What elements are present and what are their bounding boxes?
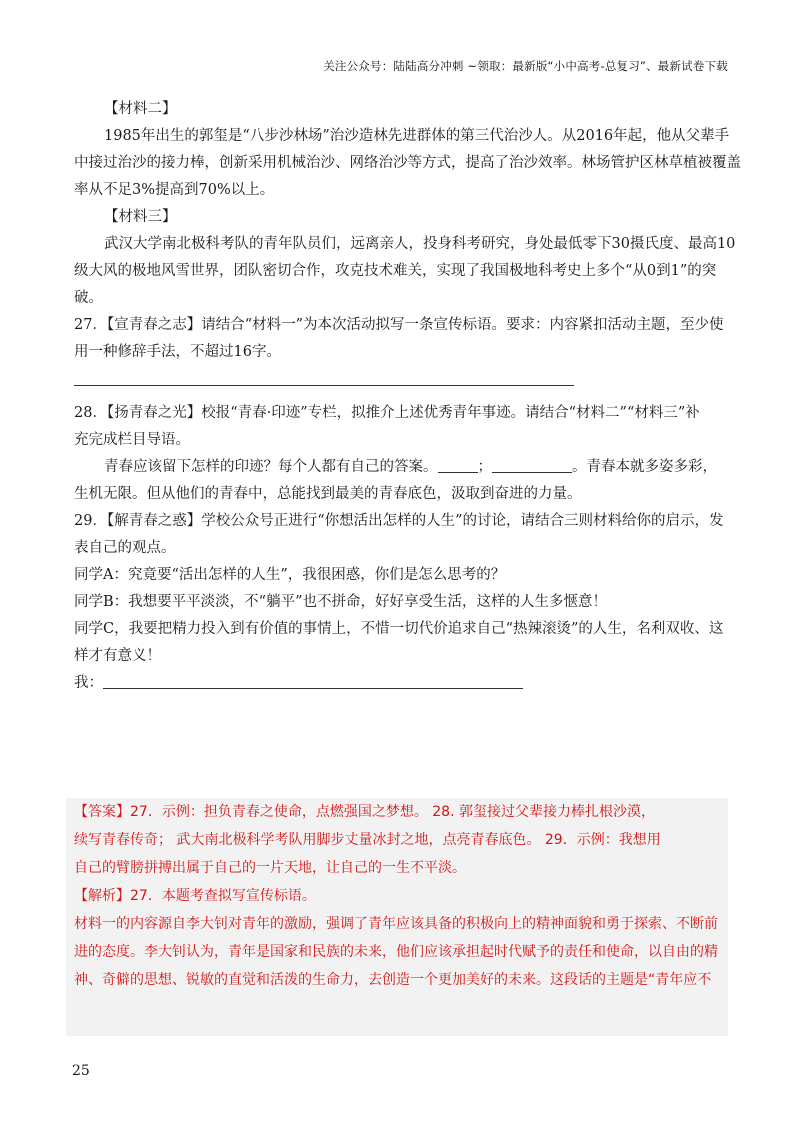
q28-guide-line2: 生机无限。但从他们的青春中，总能找到最美的青春底色，汲取到奋进的力量。 — [74, 486, 582, 502]
q28-guide-sep: ； — [477, 459, 492, 475]
material3-line: 破。 — [74, 290, 103, 306]
material2-line: 中接过治沙的接力棒，创新采用机械治沙、网络治沙等方式，提高了治沙效率。林场管护区林草植被覆盖 — [74, 155, 741, 171]
q29-prompt: 表自己的观点。 — [74, 540, 176, 556]
q28-guide-line — [74, 454, 726, 481]
material3-line: 武汉大学南北极科考队的青年队员们，远离亲人，投身科考研究，身处最低零下30摄氏度、最高10 — [104, 236, 736, 252]
material3-line: 级大风的极地风雪世界，团队密切合作，攻克技术难关，实现了我国极地科考史上多个“从0到1”的突 — [74, 263, 717, 279]
material2-line: 率从不足3%提高到70%以上。 — [74, 182, 275, 198]
q27-prompt: 用一种修辞手法，不超过16字。 — [74, 344, 281, 360]
analysis-line: 神、奇僻的思想、锐敏的直觉和活泼的生命力，去创造一个更加美好的未来。这段话的主题是“青年应不 — [74, 972, 712, 988]
q28-guide-before: 青春应该留下怎样的印迹？每个人都有自己的答案。 — [104, 459, 438, 475]
analysis-line: 【解析】27．本题考查拟写宣传标语。 — [74, 888, 316, 904]
document-body — [74, 96, 741, 697]
q28-blank-1[interactable] — [438, 458, 478, 473]
q28-blank-2[interactable] — [492, 458, 572, 473]
q29-student-c: 同学C，我要把精力投入到有价值的事情上，不惜一切代价追求自己“热辣滚烫”的人生，名利双收、这 — [74, 621, 724, 637]
q29-student-c: 样才有意义！ — [74, 648, 161, 664]
q29-student-a: 同学A：究竟要“活出怎样的人生”，我很困惑，你们是怎么思考的？ — [74, 567, 506, 583]
page-header: 关注公众号：陆陆高分冲刺 ~领取：最新版“小中高考-总复习”、最新试卷下载 — [323, 59, 728, 73]
q28-guide-after: 。青春本就多姿多彩， — [572, 459, 717, 475]
q29-me-label: 我： — [74, 675, 103, 691]
answer-line: 【答案】27．示例：担负青春之使命，点燃强国之梦想。 28. 郭玺接过父辈接力棒扎根沙漠， — [74, 804, 655, 820]
q29-answer-blank[interactable] — [103, 674, 523, 689]
q29-student-b: 同学B：我想要平平淡淡，不“躺平”也不拼命，好好享受生活，这样的人生多惬意！ — [74, 594, 607, 610]
q29-me-line — [74, 670, 726, 697]
q28-prompt: 28．【扬青春之光】校报“青春·印迹”专栏，拟推介上述优秀青年事迹。请结合“材料二”“材料三”补 — [74, 405, 700, 421]
material2-title: 【材料二】 — [104, 101, 177, 117]
q27-prompt: 27．【宣青春之志】请结合“材料一”为本次活动拟写一条宣传标语。要求：内容紧扣活动主题，至少使 — [74, 317, 724, 333]
q29-prompt: 29．【解青春之惑】学校公众号正进行“你想活出怎样的人生”的讨论，请结合三则材料给你的启示，发 — [74, 513, 724, 529]
page-number: 25 — [72, 1063, 90, 1079]
material3-title: 【材料三】 — [104, 209, 177, 225]
q28-prompt: 充完成栏目导语。 — [74, 432, 190, 448]
answer-analysis-box — [66, 798, 728, 1036]
material2-line: 1985年出生的郭玺是“八步沙林场”治沙造林先进群体的第三代治沙人。从2016年起，他从父辈手 — [104, 128, 730, 144]
answer-line: 续写青春传奇； 武大南北极科学考队用脚步丈量冰封之地，点亮青春底色。 29．示例：我想用 — [74, 832, 661, 848]
analysis-line: 进的态度。李大钊认为，青年是国家和民族的未来，他们应该承担起时代赋予的责任和使命，以自由的精 — [74, 944, 718, 960]
analysis-line: 材料一的内容源自李大钊对青年的激励，强调了青年应该具备的积极向上的精神面貌和勇于探索、不断前 — [74, 916, 718, 932]
answer-line: 自己的臂膀拼搏出属于自己的一片天地，让自己的一生不平淡。 — [74, 860, 466, 876]
